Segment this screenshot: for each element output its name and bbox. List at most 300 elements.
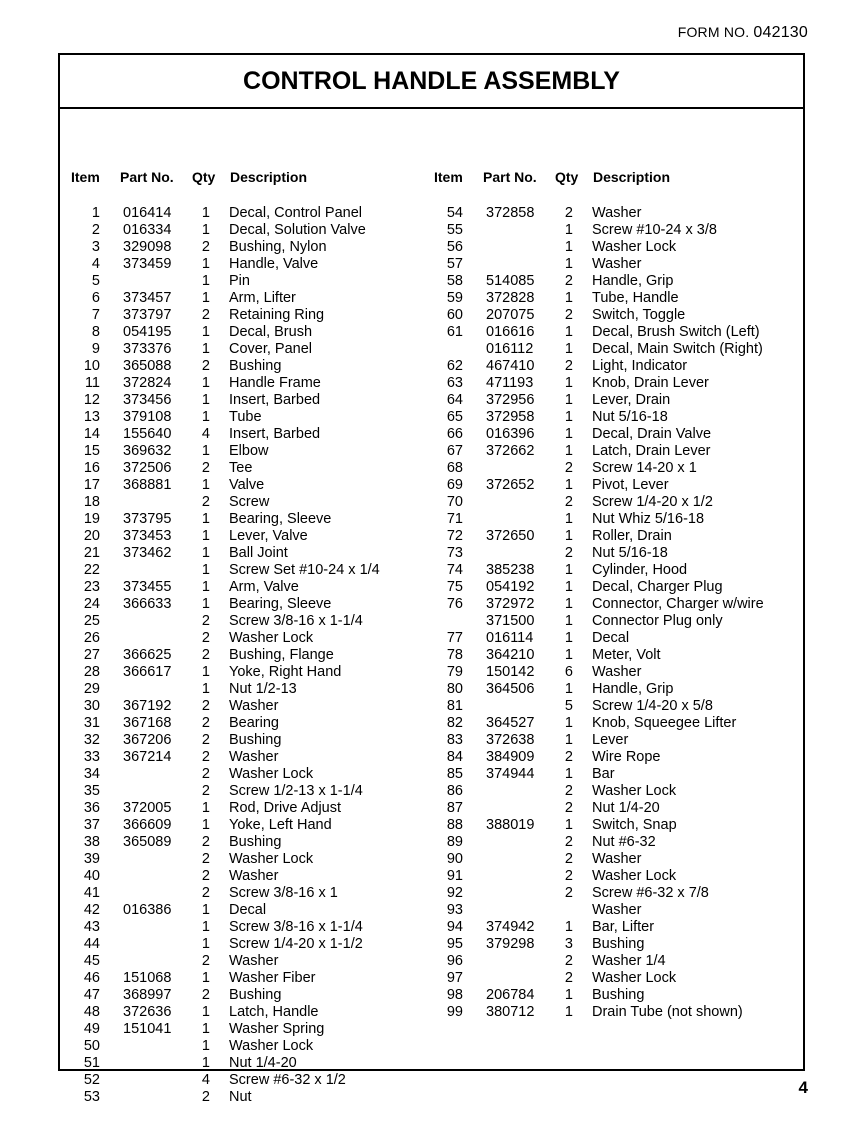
description: Screw 1/4-20 x 5/8	[592, 698, 713, 714]
description: Screw 3/8-16 x 1	[229, 885, 338, 901]
quantity: 2	[201, 613, 210, 629]
description: Washer	[592, 664, 642, 680]
part-number: 054192	[486, 579, 535, 595]
part-number: 379298	[486, 936, 535, 952]
part-number: 385238	[486, 562, 535, 578]
description: Washer Lock	[592, 970, 677, 986]
quantity: 2	[201, 698, 210, 714]
item-number: 67	[446, 443, 463, 459]
item-number: 6	[91, 290, 100, 306]
quantity: 1	[564, 732, 573, 748]
quantity: 1	[564, 341, 573, 357]
description: Nut 5/16-18	[592, 545, 668, 561]
part-number: 373795	[123, 511, 172, 527]
description: Screw 3/8-16 x 1-1/4	[229, 613, 363, 629]
quantity: 1	[201, 256, 210, 272]
quantity: 6	[564, 664, 573, 680]
item-number: 52	[83, 1072, 100, 1088]
quantity: 1	[564, 766, 573, 782]
item-number: 53	[83, 1089, 100, 1105]
item-number: 9	[91, 341, 100, 357]
item-number: 64	[446, 392, 463, 408]
quantity: 4	[201, 1072, 210, 1088]
description: Washer Lock	[592, 783, 677, 799]
part-number: 367214	[123, 749, 172, 765]
description: Screw 1/4-20 x 1-1/2	[229, 936, 363, 952]
quantity: 2	[564, 868, 573, 884]
part-number: 368881	[123, 477, 172, 493]
item-number: 68	[446, 460, 463, 476]
quantity: 1	[564, 1004, 573, 1020]
quantity: 2	[564, 953, 573, 969]
quantity: 1	[564, 409, 573, 425]
quantity: 1	[201, 596, 210, 612]
item-number: 65	[446, 409, 463, 425]
quantity: 2	[201, 732, 210, 748]
item-number: 62	[446, 358, 463, 374]
item-number: 42	[83, 902, 100, 918]
item-number: 10	[83, 358, 100, 374]
item-number: 80	[446, 681, 463, 697]
item-number: 49	[83, 1021, 100, 1037]
quantity: 2	[201, 749, 210, 765]
description: Handle Frame	[229, 375, 321, 391]
description: Arm, Lifter	[229, 290, 296, 306]
description: Nut 1/4-20	[229, 1055, 297, 1071]
item-number: 61	[446, 324, 463, 340]
quantity: 2	[564, 851, 573, 867]
description: Washer Lock	[592, 868, 677, 884]
header-item-right: Item	[434, 169, 463, 185]
item-number: 58	[446, 273, 463, 289]
item-number: 14	[83, 426, 100, 442]
description: Screw Set #10-24 x 1/4	[229, 562, 380, 578]
item-number: 87	[446, 800, 463, 816]
item-number: 40	[83, 868, 100, 884]
part-number: 366625	[123, 647, 172, 663]
item-number: 97	[446, 970, 463, 986]
page-title: CONTROL HANDLE ASSEMBLY	[60, 55, 803, 109]
quantity: 2	[201, 868, 210, 884]
part-number: 364527	[486, 715, 535, 731]
description: Decal, Brush	[229, 324, 313, 340]
quantity: 1	[564, 392, 573, 408]
item-number: 85	[446, 766, 463, 782]
form-number-label: FORM NO.	[677, 24, 750, 40]
part-number: 514085	[486, 273, 535, 289]
description: Pivot, Lever	[592, 477, 669, 493]
description: Nut	[229, 1089, 252, 1105]
part-number: 016386	[123, 902, 172, 918]
quantity: 1	[564, 681, 573, 697]
part-number: 367206	[123, 732, 172, 748]
page-number: 4	[798, 1078, 808, 1097]
part-number: 367192	[123, 698, 172, 714]
description: Washer Lock	[229, 630, 314, 646]
item-number: 99	[446, 1004, 463, 1020]
description: Bushing	[229, 987, 282, 1003]
item-number: 2	[91, 222, 100, 238]
part-number: 373456	[123, 392, 172, 408]
item-number: 82	[446, 715, 463, 731]
quantity: 1	[564, 426, 573, 442]
item-number: 43	[83, 919, 100, 935]
description: Connector, Charger w/wire	[592, 596, 764, 612]
description: Elbow	[229, 443, 269, 459]
item-number: 77	[446, 630, 463, 646]
item-number: 17	[83, 477, 100, 493]
quantity: 2	[201, 460, 210, 476]
description: Bushing	[229, 732, 282, 748]
quantity: 2	[201, 783, 210, 799]
item-number: 63	[446, 375, 463, 391]
part-number: 372824	[123, 375, 172, 391]
quantity: 1	[201, 528, 210, 544]
item-number: 3	[91, 239, 100, 255]
description: Bar, Lifter	[592, 919, 655, 935]
quantity: 2	[201, 766, 210, 782]
description: Screw 1/4-20 x 1/2	[592, 494, 713, 510]
item-number: 28	[83, 664, 100, 680]
description: Lever	[592, 732, 629, 748]
quantity: 2	[201, 239, 210, 255]
description: Insert, Barbed	[229, 426, 321, 442]
quantity: 2	[564, 749, 573, 765]
part-number: 016114	[486, 630, 534, 646]
item-number: 16	[83, 460, 100, 476]
description: Bushing	[592, 987, 645, 1003]
quantity: 1	[564, 290, 573, 306]
form-number	[678, 24, 808, 42]
item-number: 92	[446, 885, 463, 901]
parts-list-frame	[58, 53, 805, 1105]
part-number: 372636	[123, 1004, 172, 1020]
item-number: 84	[446, 749, 463, 765]
description: Washer	[229, 698, 279, 714]
description: Latch, Drain Lever	[592, 443, 711, 459]
description: Bar	[592, 766, 615, 782]
description: Yoke, Left Hand	[229, 817, 332, 833]
description: Latch, Handle	[229, 1004, 319, 1020]
description: Light, Indicator	[592, 358, 688, 374]
quantity: 1	[201, 375, 210, 391]
quantity: 1	[201, 341, 210, 357]
description: Lever, Valve	[229, 528, 308, 544]
item-number: 18	[83, 494, 100, 510]
description: Nut 1/2-13	[229, 681, 297, 697]
description: Decal, Control Panel	[229, 205, 362, 221]
quantity: 1	[201, 902, 210, 918]
item-number: 39	[83, 851, 100, 867]
description: Bushing, Flange	[229, 647, 334, 663]
description: Washer Lock	[592, 239, 677, 255]
description: Decal, Solution Valve	[229, 222, 366, 238]
quantity: 1	[564, 647, 573, 663]
item-number: 74	[446, 562, 463, 578]
quantity: 1	[201, 1004, 210, 1020]
description: Washer Lock	[229, 851, 314, 867]
description: Knob, Drain Lever	[592, 375, 709, 391]
description: Washer	[592, 851, 642, 867]
part-number: 373459	[123, 256, 172, 272]
description: Washer	[592, 902, 642, 918]
part-number: 364210	[486, 647, 535, 663]
item-number: 25	[83, 613, 100, 629]
item-number: 48	[83, 1004, 100, 1020]
part-number: 371500	[486, 613, 535, 629]
form-number-value: 042130	[753, 24, 808, 41]
description: Switch, Toggle	[592, 307, 686, 323]
part-number: 380712	[486, 1004, 535, 1020]
item-number: 78	[446, 647, 463, 663]
item-number: 95	[446, 936, 463, 952]
description: Screw 1/2-13 x 1-1/4	[229, 783, 363, 799]
quantity: 1	[564, 511, 573, 527]
part-number: 366633	[123, 596, 172, 612]
description: Nut Whiz 5/16-18	[592, 511, 705, 527]
description: Switch, Snap	[592, 817, 677, 833]
quantity: 1	[564, 239, 573, 255]
item-number: 21	[83, 545, 100, 561]
quantity: 1	[201, 562, 210, 578]
header-part-left: Part No.	[120, 169, 174, 185]
quantity: 1	[201, 477, 210, 493]
header-desc-right: Description	[593, 169, 671, 185]
quantity: 1	[201, 817, 210, 833]
part-number: 471193	[486, 375, 534, 391]
description: Screw #10-24 x 3/8	[592, 222, 717, 238]
quantity: 2	[564, 970, 573, 986]
description: Tee	[229, 460, 253, 476]
part-number: 372638	[486, 732, 535, 748]
description: Screw 14-20 x 1	[592, 460, 697, 476]
item-number: 5	[91, 273, 100, 289]
description: Bearing	[229, 715, 279, 731]
description: Connector Plug only	[592, 613, 723, 629]
part-number: 373376	[123, 341, 172, 357]
item-number: 26	[83, 630, 100, 646]
quantity: 1	[201, 664, 210, 680]
description: Ball Joint	[229, 545, 288, 561]
part-number: 016616	[486, 324, 535, 340]
item-number: 45	[83, 953, 100, 969]
description: Knob, Squeegee Lifter	[592, 715, 737, 731]
quantity: 1	[201, 443, 210, 459]
part-number: 369632	[123, 443, 172, 459]
part-number: 016334	[123, 222, 172, 238]
item-number: 4	[91, 256, 100, 272]
part-number: 372958	[486, 409, 535, 425]
part-number: 150142	[486, 664, 535, 680]
item-number: 32	[83, 732, 100, 748]
item-number: 73	[446, 545, 463, 561]
item-number: 37	[83, 817, 100, 833]
item-number: 20	[83, 528, 100, 544]
description: Bushing	[229, 834, 282, 850]
quantity: 1	[564, 562, 573, 578]
header-item-left: Item	[71, 169, 100, 185]
description: Decal	[592, 630, 630, 646]
quantity: 1	[564, 375, 573, 391]
part-number: 016396	[486, 426, 535, 442]
part-number: 388019	[486, 817, 535, 833]
part-number: 373457	[123, 290, 172, 306]
part-number: 372662	[486, 443, 535, 459]
item-number: 29	[83, 681, 100, 697]
quantity: 1	[201, 1038, 210, 1054]
quantity: 1	[201, 800, 210, 816]
item-number: 94	[446, 919, 463, 935]
quantity: 1	[201, 205, 210, 221]
description: Drain Tube (not shown)	[592, 1004, 743, 1020]
description: Yoke, Right Hand	[229, 664, 342, 680]
quantity: 1	[201, 919, 210, 935]
part-number: 373797	[123, 307, 172, 323]
description: Washer Lock	[229, 766, 314, 782]
item-number: 7	[91, 307, 100, 323]
item-number: 93	[446, 902, 463, 918]
quantity: 1	[201, 681, 210, 697]
part-number: 016414	[123, 205, 172, 221]
item-number: 44	[83, 936, 100, 952]
description: Roller, Drain	[592, 528, 672, 544]
description: Washer	[592, 256, 642, 272]
part-number: 206784	[486, 987, 535, 1003]
quantity: 2	[564, 494, 573, 510]
item-number: 12	[83, 392, 100, 408]
item-number: 51	[83, 1055, 100, 1071]
quantity: 2	[201, 851, 210, 867]
quantity: 2	[564, 834, 573, 850]
part-number: 207075	[486, 307, 535, 323]
part-number: 372828	[486, 290, 535, 306]
quantity: 1	[564, 817, 573, 833]
quantity: 1	[564, 256, 573, 272]
quantity: 2	[201, 358, 210, 374]
description: Tube, Handle	[592, 290, 679, 306]
item-number: 91	[446, 868, 463, 884]
part-number: 155640	[123, 426, 172, 442]
quantity: 2	[564, 545, 573, 561]
item-number: 66	[446, 426, 463, 442]
item-number: 50	[83, 1038, 100, 1054]
description: Bushing	[592, 936, 645, 952]
quantity: 1	[564, 987, 573, 1003]
item-number: 47	[83, 987, 100, 1003]
description: Screw 3/8-16 x 1-1/4	[229, 919, 363, 935]
quantity: 1	[201, 222, 210, 238]
description: Nut 1/4-20	[592, 800, 660, 816]
description: Meter, Volt	[592, 647, 661, 663]
description: Washer	[229, 749, 279, 765]
description: Handle, Grip	[592, 273, 674, 289]
quantity: 2	[201, 834, 210, 850]
description: Decal, Main Switch (Right)	[592, 341, 763, 357]
part-number: 368997	[123, 987, 172, 1003]
item-number: 46	[83, 970, 100, 986]
quantity: 1	[201, 392, 210, 408]
item-number: 38	[83, 834, 100, 850]
description: Handle, Valve	[229, 256, 319, 272]
quantity: 2	[201, 494, 210, 510]
quantity: 1	[564, 919, 573, 935]
description: Wire Rope	[592, 749, 661, 765]
part-number: 367168	[123, 715, 172, 731]
part-number: 372956	[486, 392, 535, 408]
item-number: 55	[446, 222, 463, 238]
description: Nut 5/16-18	[592, 409, 668, 425]
quantity: 2	[201, 307, 210, 323]
item-number: 11	[84, 375, 100, 391]
item-number: 89	[446, 834, 463, 850]
description: Bushing, Nylon	[229, 239, 327, 255]
item-number: 1	[91, 205, 100, 221]
quantity: 1	[201, 409, 210, 425]
item-number: 31	[83, 715, 100, 731]
quantity: 2	[201, 987, 210, 1003]
part-number: 151041	[123, 1021, 172, 1037]
item-number: 22	[83, 562, 100, 578]
quantity: 1	[564, 715, 573, 731]
quantity: 1	[564, 528, 573, 544]
quantity: 1	[201, 273, 210, 289]
part-number: 374942	[486, 919, 535, 935]
part-number: 384909	[486, 749, 535, 765]
quantity: 1	[201, 579, 210, 595]
quantity: 1	[564, 596, 573, 612]
item-number: 79	[446, 664, 463, 680]
description: Decal, Charger Plug	[592, 579, 723, 595]
item-number: 83	[446, 732, 463, 748]
part-number: 366617	[123, 664, 172, 680]
quantity: 1	[201, 290, 210, 306]
item-number: 30	[83, 698, 100, 714]
quantity: 2	[564, 885, 573, 901]
quantity: 1	[201, 970, 210, 986]
quantity: 1	[564, 613, 573, 629]
item-number: 98	[446, 987, 463, 1003]
part-number: 379108	[123, 409, 172, 425]
quantity: 2	[564, 205, 573, 221]
description: Lever, Drain	[592, 392, 671, 408]
quantity: 1	[564, 324, 573, 340]
item-number: 59	[446, 290, 463, 306]
description: Valve	[229, 477, 265, 493]
item-number: 60	[446, 307, 463, 323]
item-number: 71	[446, 511, 463, 527]
item-number: 70	[446, 494, 463, 510]
item-number: 19	[83, 511, 100, 527]
part-number: 373453	[123, 528, 172, 544]
item-number: 56	[446, 239, 463, 255]
quantity: 1	[201, 936, 210, 952]
part-number: 365089	[123, 834, 172, 850]
part-number: 365088	[123, 358, 172, 374]
header-part-right: Part No.	[483, 169, 537, 185]
item-number: 81	[446, 698, 463, 714]
description: Washer	[592, 205, 642, 221]
header-qty-right: Qty	[555, 169, 579, 185]
quantity: 2	[201, 630, 210, 646]
description: Arm, Valve	[229, 579, 299, 595]
quantity: 2	[201, 1089, 210, 1105]
quantity: 2	[201, 885, 210, 901]
quantity: 2	[201, 953, 210, 969]
description: Rod, Drive Adjust	[229, 800, 342, 816]
quantity: 2	[201, 647, 210, 663]
part-number: 467410	[486, 358, 535, 374]
description: Insert, Barbed	[229, 392, 321, 408]
